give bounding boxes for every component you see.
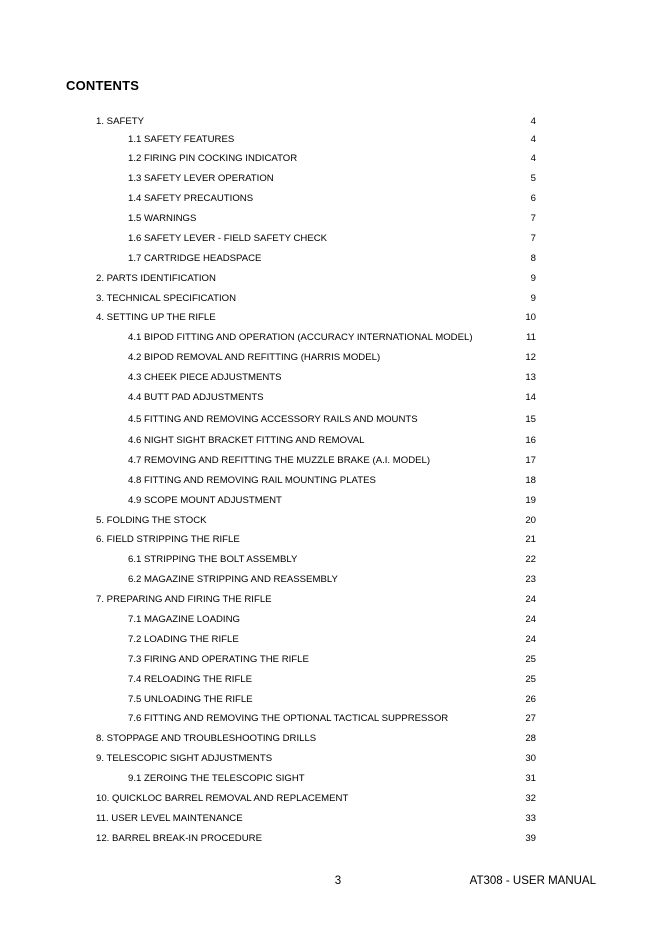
- toc-subsection-entry: [0, 553, 662, 567]
- footer-document-title: AT308 - USER MANUAL: [469, 875, 596, 887]
- toc-section-entry: [0, 533, 662, 547]
- toc-entry-label: 6. FIELD STRIPPING THE RIFLE: [96, 534, 240, 545]
- toc-entry-page: 14: [525, 392, 536, 403]
- toc-entry-page: 9: [530, 293, 536, 304]
- toc-entry-page: 32: [525, 793, 536, 804]
- toc-entry-page: 24: [525, 594, 536, 605]
- toc-entry-page: 7: [530, 233, 536, 244]
- toc-entry-label: 2. PARTS IDENTIFICATION: [96, 273, 216, 284]
- toc-section-entry: [0, 812, 662, 826]
- toc-entry-label: 7. PREPARING AND FIRING THE RIFLE: [96, 594, 272, 605]
- toc-entry-label: 4.5 FITTING AND REMOVING ACCESSORY RAILS AND MOUNTS: [128, 414, 418, 425]
- toc-entry-page: 25: [525, 674, 536, 685]
- toc-entry-page: 7: [530, 213, 536, 224]
- toc-entry-label: 4.1 BIPOD FITTING AND OPERATION (ACCURACY INTERNATIONAL MODEL): [128, 332, 473, 343]
- toc-entry-page: 22: [525, 554, 536, 565]
- toc-entry-label: 7.1 MAGAZINE LOADING: [128, 614, 240, 625]
- toc-entry-page: 9: [530, 273, 536, 284]
- toc-entry-label: 1.1 SAFETY FEATURES: [128, 134, 235, 145]
- toc-entry-label: 7.5 UNLOADING THE RIFLE: [128, 694, 253, 705]
- toc-entry-label: 10. QUICKLOC BARREL REMOVAL AND REPLACEMENT: [96, 793, 349, 804]
- toc-entry-label: 5. FOLDING THE STOCK: [96, 515, 207, 526]
- toc-entry-label: 6.1 STRIPPING THE BOLT ASSEMBLY: [128, 554, 298, 565]
- toc-entry-label: 4.4 BUTT PAD ADJUSTMENTS: [128, 392, 264, 403]
- toc-section-entry: [0, 311, 662, 325]
- toc-entry-label: 8. STOPPAGE AND TROUBLESHOOTING DRILLS: [96, 733, 317, 744]
- toc-subsection-entry: [0, 454, 662, 468]
- toc-entry-page: 21: [525, 534, 536, 545]
- toc-entry-page: 25: [525, 654, 536, 665]
- toc-entry-label: 4.3 CHEEK PIECE ADJUSTMENTS: [128, 372, 282, 383]
- toc-subsection-entry: [0, 653, 662, 667]
- toc-entry-label: 4.8 FITTING AND REMOVING RAIL MOUNTING PLATES: [128, 475, 376, 486]
- toc-entry-label: 4.2 BIPOD REMOVAL AND REFITTING (HARRIS MODEL): [128, 352, 381, 363]
- toc-subsection-entry: [0, 413, 662, 427]
- toc-entry-label: 9.1 ZEROING THE TELESCOPIC SIGHT: [128, 773, 305, 784]
- toc-entry-page: 5: [530, 173, 536, 184]
- toc-entry-page: 27: [525, 713, 536, 724]
- toc-entry-page: 19: [525, 495, 536, 506]
- toc-entry-page: 20: [525, 515, 536, 526]
- page-title: CONTENTS: [66, 78, 140, 93]
- toc-entry-page: 13: [525, 372, 536, 383]
- toc-entry-label: 4.9 SCOPE MOUNT ADJUSTMENT: [128, 495, 282, 506]
- toc-entry-label: 4.6 NIGHT SIGHT BRACKET FITTING AND REMOVAL: [128, 435, 365, 446]
- toc-subsection-entry: [0, 212, 662, 226]
- toc-subsection-entry: [0, 192, 662, 206]
- toc-entry-page: 39: [525, 833, 536, 844]
- toc-entry-label: 9. TELESCOPIC SIGHT ADJUSTMENTS: [96, 753, 273, 764]
- toc-subsection-entry: [0, 133, 662, 147]
- toc-subsection-entry: [0, 434, 662, 448]
- toc-section-entry: [0, 272, 662, 286]
- toc-subsection-entry: [0, 573, 662, 587]
- toc-entry-page: 33: [525, 813, 536, 824]
- toc-entry-page: 11: [526, 332, 536, 343]
- toc-section-entry: [0, 514, 662, 528]
- toc-entry-label: 4. SETTING UP THE RIFLE: [96, 312, 216, 323]
- toc-subsection-entry: [0, 494, 662, 508]
- toc-section-entry: [0, 732, 662, 746]
- toc-entry-label: 11. USER LEVEL MAINTENANCE: [96, 813, 243, 824]
- toc-subsection-entry: [0, 633, 662, 647]
- toc-entry-page: 17: [525, 455, 536, 466]
- toc-entry-page: 6: [530, 193, 536, 204]
- toc-section-entry: [0, 292, 662, 306]
- toc-entry-label: 1.5 WARNINGS: [128, 213, 197, 224]
- toc-subsection-entry: [0, 232, 662, 246]
- toc-entry-page: 23: [525, 574, 536, 585]
- toc-entry-label: 1.2 FIRING PIN COCKING INDICATOR: [128, 153, 298, 164]
- toc-entry-label: 1. SAFETY: [96, 116, 144, 127]
- footer-page-number: 3: [334, 875, 342, 887]
- toc-entry-label: 4.7 REMOVING AND REFITTING THE MUZZLE BRAKE (A.I. MODEL): [128, 455, 431, 466]
- toc-section-entry: [0, 593, 662, 607]
- toc-entry-label: 1.3 SAFETY LEVER OPERATION: [128, 173, 274, 184]
- toc-entry-label: 1.4 SAFETY PRECAUTIONS: [128, 193, 254, 204]
- toc-entry-label: 3. TECHNICAL SPECIFICATION: [96, 293, 237, 304]
- toc-entry-page: 24: [525, 634, 536, 645]
- toc-subsection-entry: [0, 152, 662, 166]
- toc-entry-page: 26: [525, 694, 536, 705]
- toc-entry-label: 7.6 FITTING AND REMOVING THE OPTIONAL TACTICAL SUPPRESSOR: [128, 713, 449, 724]
- toc-entry-label: 7.4 RELOADING THE RIFLE: [128, 674, 253, 685]
- toc-entry-page: 10: [525, 312, 536, 323]
- toc-entry-label: 7.3 FIRING AND OPERATING THE RIFLE: [128, 654, 309, 665]
- toc-subsection-entry: [0, 371, 662, 385]
- toc-entry-label: 7.2 LOADING THE RIFLE: [128, 634, 239, 645]
- toc-subsection-entry: [0, 693, 662, 707]
- toc-subsection-entry: [0, 613, 662, 627]
- toc-subsection-entry: [0, 712, 662, 726]
- toc-entry-page: 15: [525, 414, 536, 425]
- toc-entry-page: 16: [525, 435, 536, 446]
- toc-subsection-entry: [0, 391, 662, 405]
- toc-entry-page: 4: [530, 116, 536, 127]
- toc-subsection-entry: [0, 474, 662, 488]
- toc-entry-page: 8: [530, 253, 536, 264]
- toc-entry-label: 6.2 MAGAZINE STRIPPING AND REASSEMBLY: [128, 574, 338, 585]
- toc-subsection-entry: [0, 252, 662, 266]
- toc-entry-page: 4: [530, 134, 536, 145]
- toc-entry-page: 18: [525, 475, 536, 486]
- toc-entry-page: 31: [525, 773, 536, 784]
- toc-entry-page: 24: [525, 614, 536, 625]
- toc-section-entry: [0, 752, 662, 766]
- toc-section-entry: [0, 792, 662, 806]
- toc-entry-label: 1.7 CARTRIDGE HEADSPACE: [128, 253, 262, 264]
- toc-section-entry: [0, 832, 662, 846]
- toc-entry-label: 12. BARREL BREAK-IN PROCEDURE: [96, 833, 262, 844]
- toc-subsection-entry: [0, 772, 662, 786]
- toc-entry-page: 4: [530, 153, 536, 164]
- toc-subsection-entry: [0, 172, 662, 186]
- toc-section-entry: [0, 115, 662, 129]
- toc-entry-label: 1.6 SAFETY LEVER - FIELD SAFETY CHECK: [128, 233, 328, 244]
- toc-subsection-entry: [0, 351, 662, 365]
- toc-entry-page: 30: [525, 753, 536, 764]
- toc-subsection-entry: [0, 331, 662, 345]
- toc-entry-page: 28: [525, 733, 536, 744]
- toc-subsection-entry: [0, 673, 662, 687]
- toc-entry-page: 12: [525, 352, 536, 363]
